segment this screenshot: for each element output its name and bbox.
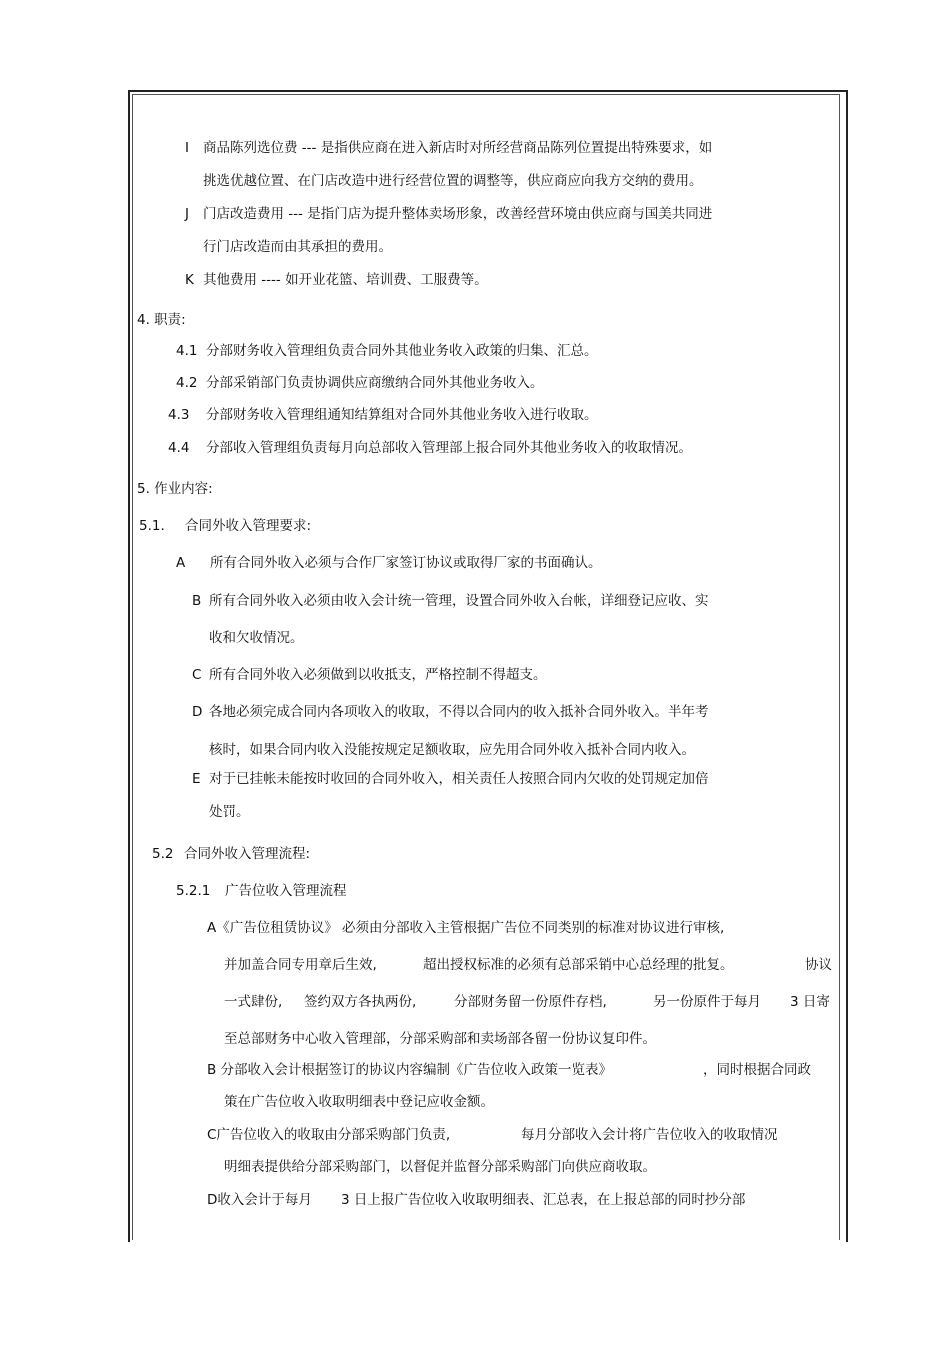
flow-c-text: 每月分部收入会计将广告位收入的收取情况 [521, 1127, 778, 1143]
clause-number: 5.2.1 [176, 883, 211, 899]
section-heading: 4. 职责: [137, 312, 186, 328]
clause-text: 分部采销部门负责协调供应商缴纳合同外其他业务收入。 [206, 375, 544, 391]
flow-a-text: 签约双方各执两份, [304, 994, 417, 1010]
clause-number: 4.2 [176, 375, 198, 391]
frame-inner-left [132, 94, 133, 1240]
item-label: J [185, 206, 189, 222]
req-text: 核时，如果合同内收入没能按规定足额收取，应先用合同外收入抵补合同内收入。 [209, 742, 695, 758]
item-text: 其他费用 ---- 如开业花篮、培训费、工服费等。 [203, 272, 488, 288]
req-text: 所有合同外收入必须做到以收抵支，严格控制不得超支。 [209, 667, 547, 683]
item-text: 门店改造费用 --- 是指门店为提升整体卖场形象，改善经营环境由供应商与国美共同进 [203, 206, 713, 222]
item-label: K [185, 272, 194, 288]
flow-a-text: 一式肆份, [224, 994, 283, 1010]
flow-c-text: C广告位收入的收取由分部采购部门负责, [207, 1127, 451, 1143]
flow-d-text: D收入会计于每月 [207, 1192, 312, 1208]
section-heading: 5. 作业内容: [137, 481, 213, 497]
req-text: 所有合同外收入必须与合作厂家签订协议或取得厂家的书面确认。 [210, 555, 602, 571]
flow-a-text: 超出授权标准的必须有总部采销中心总经理的批复。 [423, 957, 734, 973]
clause-text: 分部收入管理组负责每月向总部收入管理部上报合同外其他业务收入的收取情况。 [206, 440, 692, 456]
item-text: 挑选优越位置、在门店改造中进行经营位置的调整等，供应商应向我方交纳的费用。 [203, 173, 703, 189]
flow-c-text: 明细表提供给分部采购部门，以督促并监督分部采购部门向供应商收取。 [224, 1159, 656, 1175]
flow-a-text: A《广告位租赁协议》 必须由分部收入主管根据广告位不同类别的标准对协议进行审核, [207, 920, 725, 936]
flow-a-text: 至总部财务中心收入管理部，分部采购部和卖场部各留一份协议复印件。 [224, 1031, 656, 1047]
frame-inner-right [839, 94, 840, 1240]
flow-a-text: 另一份原件于每月 [653, 994, 761, 1010]
flow-b-text: B 分部收入会计根据签订的协议内容编制《广告位收入政策一览表》 [207, 1062, 613, 1078]
flow-d-text: 3 日上报广告位收入收取明细表、汇总表，在上报总部的同时抄分部 [341, 1192, 746, 1208]
req-text: 各地必须完成合同内各项收入的收取，不得以合同内的收入抵补合同外收入。半年考 [209, 704, 709, 720]
req-label: D [192, 704, 203, 720]
req-label: C [192, 667, 202, 683]
req-text: 收和欠收情况。 [209, 630, 304, 646]
req-label: E [192, 771, 201, 787]
clause-number: 5.1. [139, 518, 165, 534]
item-label: I [185, 140, 189, 156]
clause-number: 4.1 [176, 343, 198, 359]
flow-a-text: 并加盖合同专用章后生效, [224, 957, 377, 973]
req-text: 对于已挂帐未能按时收回的合同外收入，相关责任人按照合同内欠收的处罚规定加倍 [209, 771, 709, 787]
clause-text: 分部财务收入管理组通知结算组对合同外其他业务收入进行收取。 [206, 407, 598, 423]
frame-inner-top [132, 94, 840, 95]
clause-title: 合同外收入管理要求: [185, 518, 312, 534]
item-text: 商品陈列选位费 --- 是指供应商在进入新店时对所经营商品陈列位置提出特殊要求，如 [203, 140, 713, 156]
flow-a-text: 3 日寄 [790, 994, 830, 1010]
req-label: A [176, 555, 186, 571]
req-text: 所有合同外收入必须由收入会计统一管理，设置合同外收入台帐，详细登记应收、实 [209, 593, 709, 609]
flow-a-text: 分部财务留一份原件存档, [454, 994, 607, 1010]
req-text: 处罚。 [209, 804, 250, 820]
item-text: 行门店改造而由其承担的费用。 [203, 239, 392, 255]
flow-a-text: 协议 [805, 957, 832, 973]
flow-b-text: 策在广告位收入收取明细表中登记应收金额。 [224, 1094, 494, 1110]
clause-number: 4.4 [168, 440, 190, 456]
clause-title: 广告位收入管理流程 [225, 883, 347, 899]
clause-title: 合同外收入管理流程: [184, 846, 311, 862]
clause-number: 5.2 [152, 846, 174, 862]
clause-text: 分部财务收入管理组负责合同外其他业务收入政策的归集、汇总。 [206, 343, 598, 359]
flow-b-text: ，同时根据合同政 [703, 1062, 811, 1078]
req-label: B [192, 593, 202, 609]
clause-number: 4.3 [168, 407, 190, 423]
